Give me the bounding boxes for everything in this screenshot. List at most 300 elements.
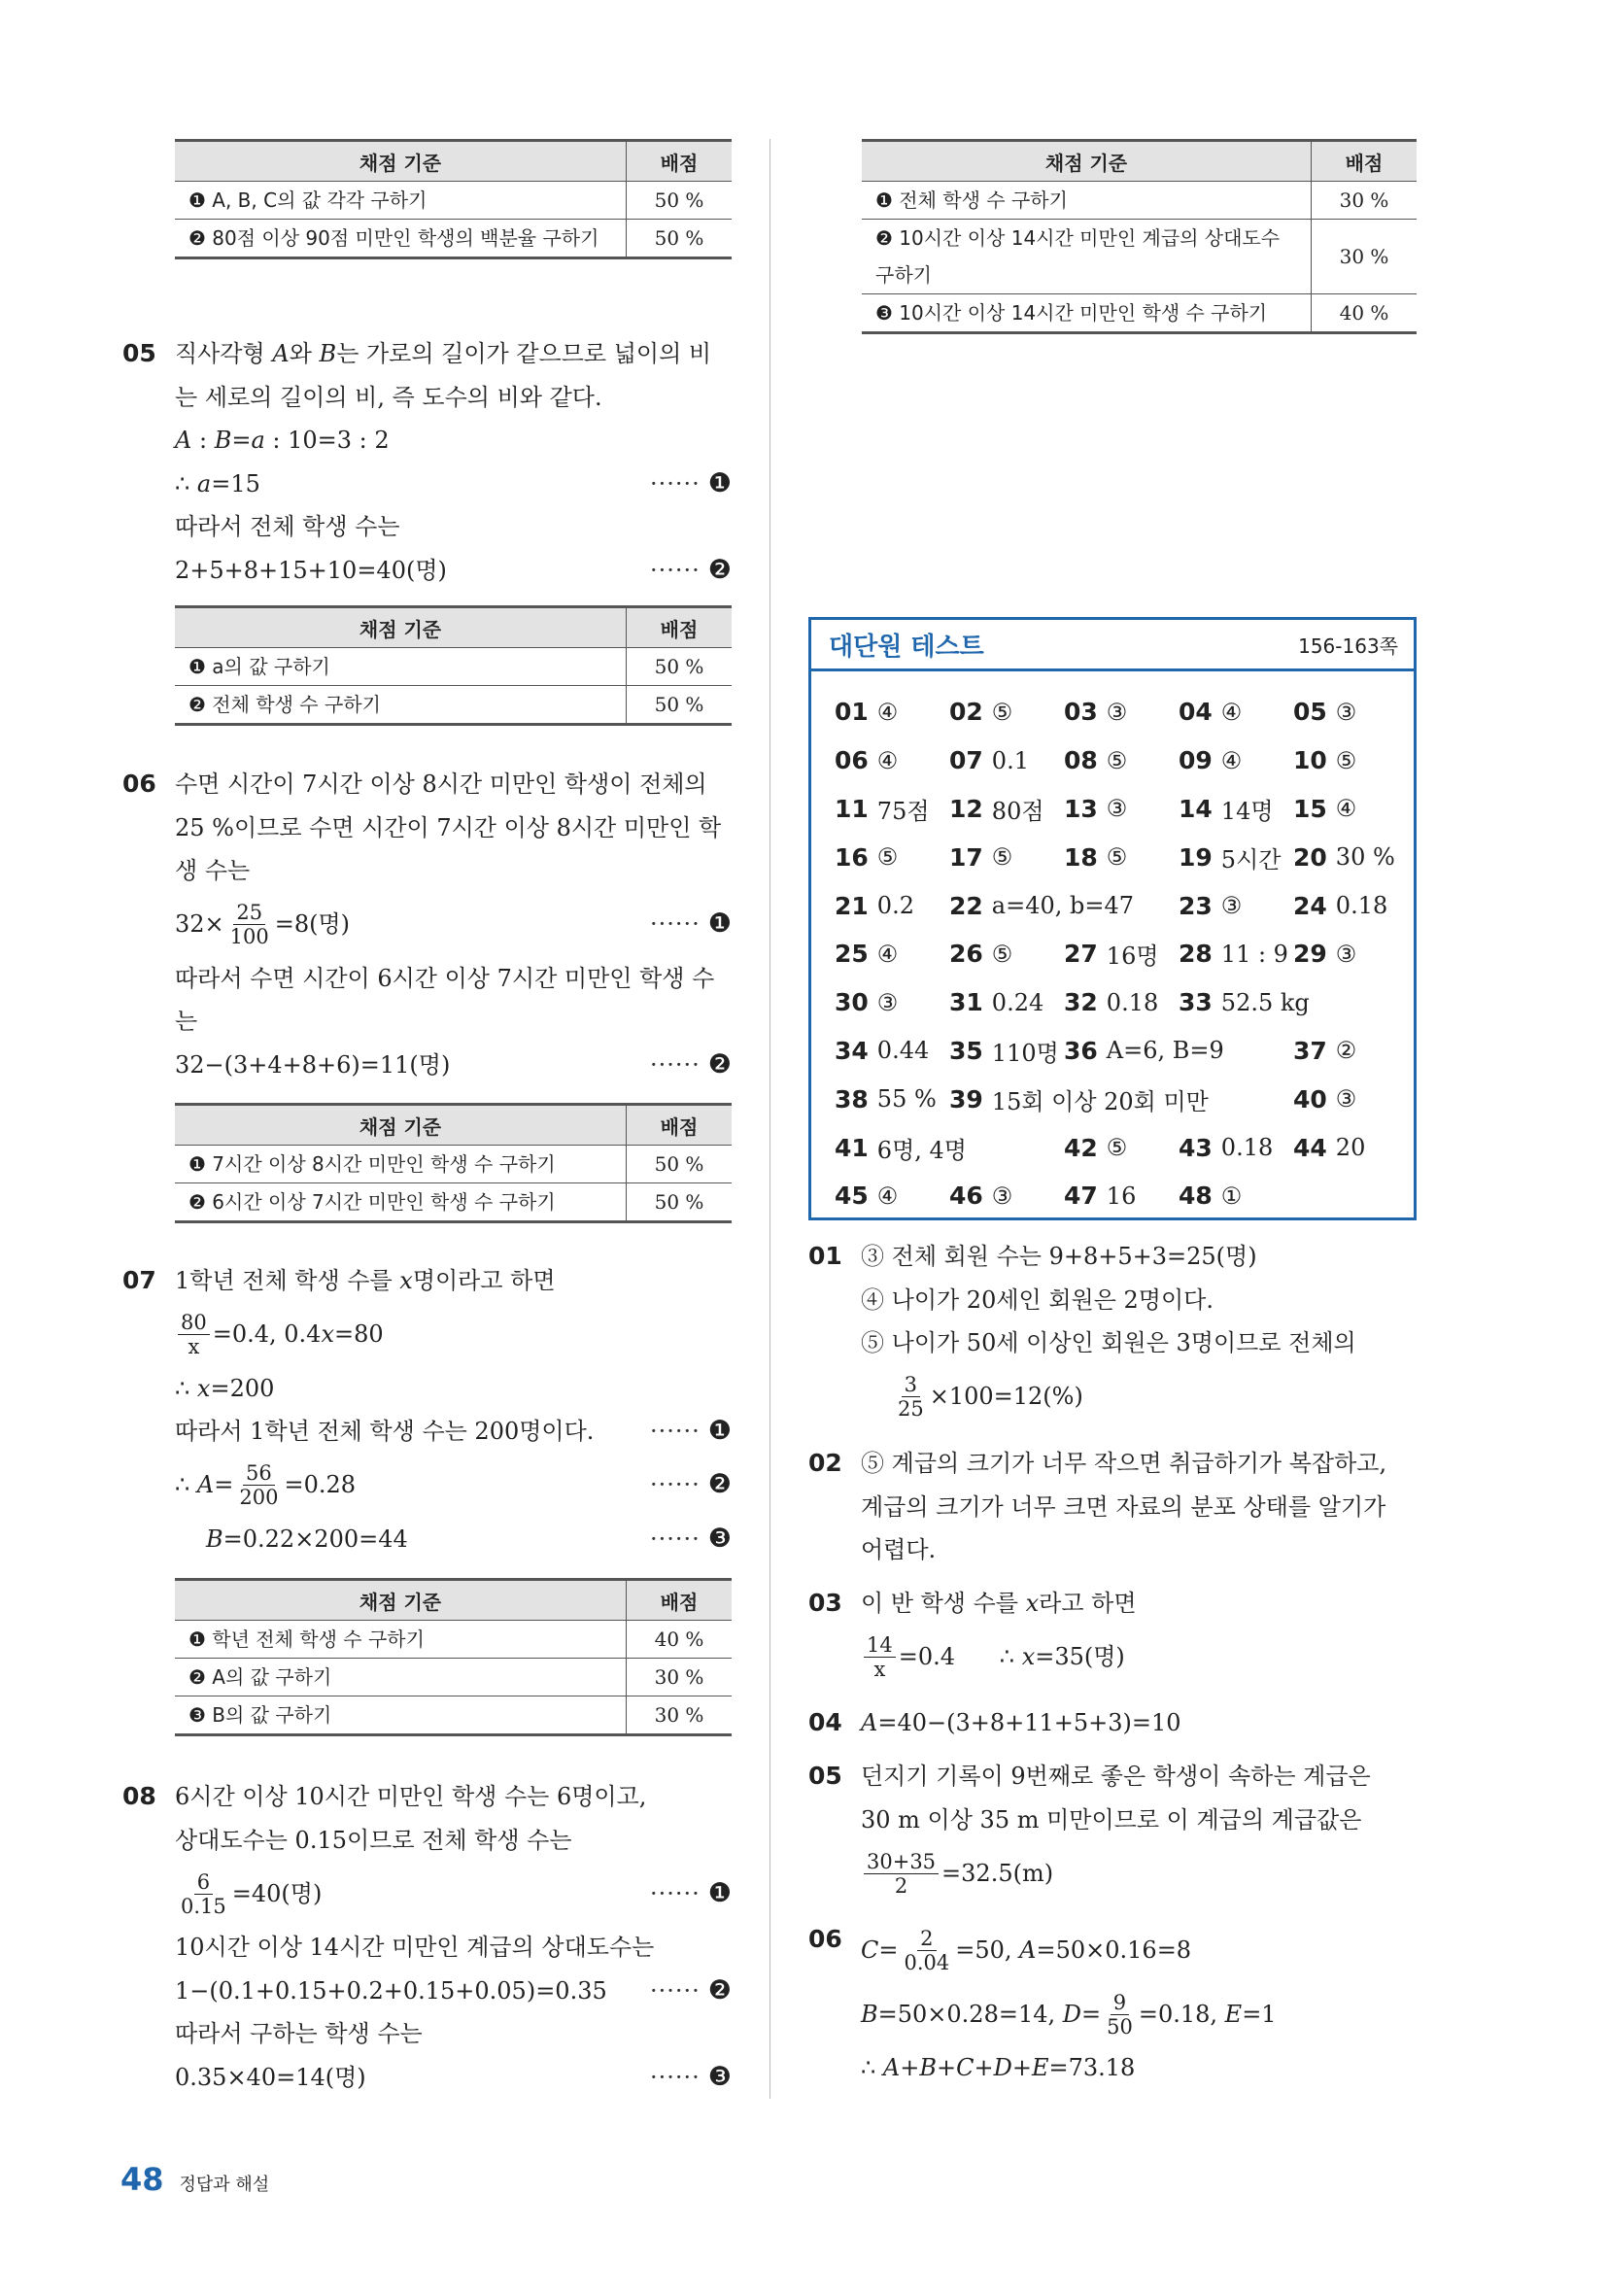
answer-item — [949, 833, 1064, 881]
question-number: 38 — [835, 1084, 869, 1114]
answer-item — [1064, 1172, 1179, 1220]
question-number: 12 — [949, 794, 983, 823]
table-row — [862, 294, 1417, 333]
score-cell: 50 % — [627, 220, 733, 258]
text-segment: 수면 시간이 7시간 이상 8시간 미만인 학생이 전체의 — [175, 771, 707, 798]
text-segment: : 10=3 : 2 — [264, 427, 390, 454]
solution-05 — [808, 1755, 1417, 1905]
criteria-header: 채점 기준 — [175, 607, 627, 648]
table-row — [862, 182, 1417, 220]
text-segment: =0.22×200=44 — [222, 1525, 408, 1553]
answer-item — [835, 1172, 949, 1220]
answer-value: ④ — [876, 698, 899, 726]
solution-line — [175, 1410, 732, 1454]
fraction — [236, 1461, 281, 1509]
question-number: 33 — [1179, 988, 1213, 1017]
score-cell: 30 % — [627, 1696, 733, 1735]
problem-number: 06 — [122, 770, 156, 798]
question-number: 44 — [1293, 1133, 1327, 1162]
text-segment: =15 — [211, 469, 260, 497]
solution-line — [175, 1259, 732, 1303]
answer-value: 110명 — [991, 1039, 1059, 1067]
answer-box — [808, 617, 1417, 1220]
solution-01 — [808, 1235, 1417, 1429]
fraction-numerator: 9 — [1111, 1991, 1129, 2015]
table-header-row — [175, 1105, 732, 1146]
criteria-cell: ❶ 7시간 이상 8시간 미만인 학생 수 구하기 — [175, 1146, 627, 1183]
leader-dots: ······ — [650, 2063, 701, 2091]
answer-value: 30 % — [1335, 843, 1395, 872]
text-segment: + — [900, 2054, 920, 2081]
text-segment: = — [878, 1936, 899, 1964]
math-variable: x — [1021, 1643, 1036, 1671]
answer-value: ④ — [1220, 746, 1243, 774]
fraction-denominator: 0.04 — [904, 1950, 950, 1974]
text-segment: 는 세로의 길이의 비, 즉 도수의 비와 같다. — [175, 383, 602, 411]
question-number: 10 — [1293, 746, 1327, 775]
step-number-icon: ❷ — [707, 1974, 732, 2005]
answer-item — [1293, 1123, 1408, 1172]
answer-item — [949, 737, 1064, 785]
answer-value: 20 — [1335, 1134, 1366, 1162]
answer-value: ⑤ — [1335, 746, 1357, 774]
text-segment: 32× — [175, 910, 224, 939]
criteria-cell: ❶ A, B, C의 값 각각 구하기 — [175, 182, 627, 220]
answer-value: ③ — [1335, 1085, 1357, 1114]
answer-value: ③ — [1335, 698, 1357, 726]
text-segment: + — [1011, 2054, 1032, 2081]
fraction-numerator: 56 — [243, 1461, 275, 1486]
text-segment: 어렵다. — [861, 1536, 937, 1563]
answer-item — [1293, 930, 1408, 978]
step-number-icon: ❷ — [707, 1048, 732, 1079]
fraction — [864, 1850, 939, 1898]
math-variable: B — [214, 427, 232, 454]
text-segment: 라고 하면 — [1039, 1590, 1137, 1617]
solution-line — [861, 1321, 1417, 1365]
solution-06 — [808, 1918, 1417, 2090]
answer-item — [949, 688, 1064, 737]
solution-line — [175, 849, 732, 893]
solution-line — [861, 1982, 1417, 2046]
answer-value: ⑤ — [1106, 1134, 1128, 1162]
solution-line — [175, 1862, 732, 1926]
text-segment: = — [1081, 2000, 1102, 2028]
answer-item — [1293, 881, 1408, 930]
criteria-cell: ❷ 10시간 이상 14시간 미만인 계급의 상대도수 구하기 — [862, 220, 1312, 294]
problem-number: 04 — [808, 1708, 842, 1736]
answer-value: 80점 — [991, 797, 1044, 825]
question-number: 35 — [949, 1036, 983, 1065]
solution-line — [861, 1799, 1417, 1842]
answer-value: ③ — [1106, 795, 1128, 823]
table-header-row — [862, 141, 1417, 182]
table-row — [175, 1183, 732, 1222]
math-variable: C — [861, 1936, 879, 1964]
text-segment: 따라서 1학년 전체 학생 수는 200명이다. — [175, 1418, 595, 1445]
problem-lines — [861, 1582, 1417, 1690]
solution-line — [175, 332, 732, 376]
question-number: 27 — [1064, 940, 1098, 969]
text-segment: 따라서 수면 시간이 6시간 이상 7시간 미만인 학생 수 — [175, 964, 715, 992]
answer-value: 14명 — [1220, 797, 1274, 825]
table-row — [175, 1659, 732, 1696]
answer-item — [1064, 1027, 1224, 1076]
text-segment: = — [214, 1471, 234, 1499]
answer-value: ③ — [876, 988, 899, 1016]
answer-item — [1064, 1123, 1179, 1172]
step-number-icon: ❶ — [707, 1877, 732, 1908]
math-variable: E — [1031, 2054, 1049, 2081]
problem-lines — [175, 1775, 732, 2099]
answer-item — [949, 881, 1179, 930]
text-segment: 따라서 전체 학생 수는 — [175, 513, 400, 540]
answer-item — [835, 785, 949, 834]
answer-value: ① — [1220, 1182, 1243, 1210]
problem-number: 08 — [122, 1782, 156, 1810]
solution-line — [175, 549, 732, 593]
score-cell: 50 % — [627, 686, 733, 725]
question-number: 01 — [835, 698, 869, 727]
problem-number: 01 — [808, 1242, 842, 1270]
text-segment: 6시간 이상 10시간 미만인 학생 수는 6명이고, — [175, 1783, 647, 1810]
fraction-denominator: x — [188, 1335, 200, 1358]
criteria-cell: ❷ 전체 학생 수 구하기 — [175, 686, 627, 725]
fraction-numerator: 6 — [194, 1870, 213, 1895]
criteria-header: 채점 기준 — [175, 1580, 627, 1621]
fraction-denominator: x — [873, 1658, 886, 1681]
text-segment: : — [191, 427, 215, 454]
answer-item — [835, 930, 949, 978]
problem-number: 03 — [808, 1589, 842, 1617]
table-header-row — [175, 141, 732, 182]
answer-item — [1064, 737, 1179, 785]
text-segment: 명이라고 하면 — [412, 1267, 556, 1294]
answer-item — [949, 1172, 1064, 1220]
math-variable: A — [882, 2054, 901, 2081]
question-number: 41 — [835, 1133, 869, 1162]
solution-line — [175, 1926, 732, 1970]
step-number-icon: ❷ — [707, 554, 732, 585]
scoring-table-07 — [175, 1578, 732, 1736]
solution-line — [175, 1454, 732, 1518]
score-cell: 50 % — [627, 1146, 733, 1183]
math-variable: x — [321, 1320, 334, 1349]
solution-line — [861, 1841, 1417, 1905]
score-cell: 40 % — [627, 1621, 733, 1659]
step-number-icon: ❸ — [707, 2061, 732, 2092]
text-segment: 1−(0.1+0.15+0.2+0.15+0.05)=0.35 — [175, 1976, 607, 2005]
table-row — [175, 686, 732, 725]
page-footer — [120, 2161, 269, 2198]
answer-item — [1179, 833, 1293, 881]
answer-grid — [835, 688, 1404, 1220]
text-segment: 따라서 구하는 학생 수는 — [175, 2020, 423, 2047]
answer-value: ② — [1335, 1037, 1357, 1065]
step-marker — [650, 2056, 732, 2100]
text-segment: ∴ — [175, 1471, 197, 1499]
answer-item — [1064, 930, 1179, 978]
math-variable: a — [251, 427, 265, 454]
step-number-icon: ❶ — [707, 467, 732, 498]
math-variable: x — [399, 1267, 413, 1294]
text-segment: =73.18 — [1048, 2054, 1136, 2081]
answer-item — [835, 833, 949, 881]
fraction-denominator: 50 — [1107, 2014, 1133, 2039]
math-variable: B — [319, 340, 337, 367]
text-segment: ⑤ 계급의 크기가 너무 작으면 취급하기가 복잡하고, — [861, 1450, 1387, 1477]
math-variable: B — [919, 2054, 937, 2081]
answer-value: 75점 — [876, 797, 930, 825]
text-segment: =50, — [955, 1936, 1020, 1964]
answer-value: ⑤ — [1106, 843, 1128, 872]
score-cell: 50 % — [627, 182, 733, 220]
math-variable: x — [1025, 1590, 1040, 1617]
text-segment: 생 수는 — [175, 857, 251, 884]
question-number: 31 — [949, 988, 983, 1017]
math-variable: A — [175, 427, 192, 454]
text-segment: =40−(3+8+11+5+3)=10 — [877, 1709, 1181, 1736]
fraction-denominator: 100 — [229, 925, 269, 948]
step-number-icon: ❷ — [707, 1469, 732, 1500]
solution-line — [175, 1367, 732, 1411]
question-number: 24 — [1293, 891, 1327, 920]
score-header: 배점 — [627, 1580, 733, 1621]
step-number-icon: ❸ — [707, 1523, 732, 1554]
question-number: 39 — [949, 1084, 983, 1114]
fraction-numerator: 25 — [233, 901, 265, 925]
answer-item — [1179, 1123, 1293, 1172]
answer-value: 0.18 — [1220, 1134, 1274, 1162]
math-variable: E — [1224, 2000, 1243, 2028]
text-segment: 는 가로의 길이가 같으므로 넓이의 비 — [336, 340, 712, 367]
text-segment: =8(명) — [274, 910, 351, 939]
answer-item — [1179, 881, 1293, 930]
answer-item — [835, 1027, 949, 1076]
question-number: 20 — [1293, 842, 1327, 872]
fraction — [895, 1373, 927, 1421]
answer-value: 0.24 — [991, 988, 1044, 1016]
fraction — [864, 1633, 896, 1681]
math-variable: B — [861, 2000, 878, 2028]
question-number: 30 — [835, 988, 869, 1017]
solution-line — [861, 1755, 1417, 1799]
fraction — [901, 1927, 952, 1974]
math-variable: a — [196, 469, 212, 497]
criteria-header: 채점 기준 — [862, 141, 1312, 182]
answer-value: 0.1 — [991, 746, 1029, 774]
answer-item — [1064, 688, 1179, 737]
answer-value: ⑤ — [876, 843, 899, 872]
question-number: 26 — [949, 940, 983, 969]
question-number: 08 — [1064, 746, 1098, 775]
solution-line — [861, 1626, 1417, 1690]
answer-item — [1179, 737, 1293, 785]
fraction — [1104, 1991, 1136, 2039]
table-row — [175, 182, 732, 220]
answer-item — [1064, 833, 1179, 881]
solution-line — [861, 1918, 1417, 1982]
answer-item — [1179, 688, 1293, 737]
score-header: 배점 — [627, 1105, 733, 1146]
leader-dots: ······ — [650, 1976, 701, 2005]
text-segment: ④ 나이가 20세인 회원은 2명이다. — [861, 1285, 1214, 1314]
problem-number: 07 — [122, 1266, 156, 1294]
question-number: 09 — [1179, 746, 1213, 775]
question-number: 47 — [1064, 1182, 1098, 1211]
question-number: 25 — [835, 940, 869, 969]
text-segment: 상대도수는 0.15이므로 전체 학생 수는 — [175, 1826, 572, 1854]
fraction-denominator: 200 — [239, 1486, 279, 1509]
table-row — [175, 1696, 732, 1735]
text-segment: 와 — [289, 340, 320, 367]
leader-dots: ······ — [650, 556, 701, 584]
leader-dots: ······ — [650, 469, 701, 497]
problem-lines — [861, 1701, 1417, 1745]
criteria-cell: ❸ 10시간 이상 14시간 미만인 학생 수 구하기 — [862, 294, 1312, 333]
text-segment: =80 — [333, 1320, 384, 1349]
answer-value: 15회 이상 20회 미만 — [991, 1087, 1209, 1115]
fraction — [178, 1311, 210, 1358]
answer-item — [1293, 1075, 1408, 1123]
solution-line — [175, 763, 732, 806]
text-segment: =50×0.28=14, — [877, 2000, 1063, 2028]
answer-box-title: 대단원 테스트 — [829, 632, 984, 662]
question-number: 05 — [1293, 698, 1327, 727]
solution-line — [175, 893, 732, 957]
answer-value: ⑤ — [1106, 746, 1128, 774]
text-segment: 직사각형 — [175, 340, 273, 367]
fraction — [178, 1870, 229, 1918]
problem-08 — [122, 1775, 732, 2099]
text-segment: =1 — [1242, 2000, 1277, 2028]
text-segment: =0.4 ∴ — [898, 1643, 1022, 1671]
math-variable: x — [196, 1374, 211, 1402]
answer-item — [1293, 688, 1408, 737]
step-marker — [650, 549, 732, 593]
step-marker — [650, 1518, 732, 1561]
question-number: 22 — [949, 891, 983, 920]
text-segment: 30 m 이상 35 m 미만이므로 이 계급의 계급값은 — [861, 1805, 1362, 1833]
problem-lines — [861, 1755, 1417, 1905]
text-segment: ∴ — [175, 1374, 197, 1402]
answer-value: ④ — [876, 746, 899, 774]
solution-line — [175, 419, 732, 463]
answer-value: ③ — [1335, 940, 1357, 968]
text-segment: 32−(3+4+8+6)=11(명) — [175, 1050, 451, 1079]
text-segment: =32.5(m) — [941, 1859, 1054, 1887]
question-number: 23 — [1179, 891, 1213, 920]
math-variable: B — [206, 1525, 223, 1553]
score-header: 배점 — [627, 141, 733, 182]
question-number: 28 — [1179, 940, 1213, 969]
question-number: 34 — [835, 1036, 869, 1065]
score-cell: 50 % — [627, 1183, 733, 1222]
problem-lines — [861, 1918, 1417, 2090]
text-segment: =50×0.16=8 — [1036, 1936, 1192, 1964]
criteria-cell: ❷ 6시간 이상 7시간 미만인 학생 수 구하기 — [175, 1183, 627, 1222]
criteria-header: 채점 기준 — [175, 141, 627, 182]
answer-value: ⑤ — [991, 698, 1013, 726]
question-number: 21 — [835, 891, 869, 920]
answer-item — [949, 1075, 1209, 1123]
answer-value: 6명, 4명 — [876, 1136, 967, 1164]
criteria-cell: ❷ 80점 이상 90점 미만인 학생의 백분율 구하기 — [175, 220, 627, 258]
answer-value: A=6, B=9 — [1106, 1037, 1224, 1065]
solution-line — [175, 1303, 732, 1367]
solution-line — [175, 806, 732, 850]
problem-lines — [175, 332, 732, 592]
answer-value: 5시간 — [1220, 845, 1282, 874]
table-row — [862, 220, 1417, 294]
column-divider — [769, 139, 770, 2099]
solution-line — [861, 1528, 1417, 1572]
question-number: 14 — [1179, 794, 1213, 823]
answer-value: ③ — [1220, 892, 1243, 920]
fraction-numerator: 30+35 — [864, 1850, 939, 1874]
answer-box-pages: 156-163쪽 — [1298, 634, 1398, 658]
answer-value: ③ — [991, 1182, 1013, 1210]
solution-line — [175, 2012, 732, 2056]
text-segment: =35(명) — [1035, 1643, 1125, 1671]
answer-value: 16 — [1106, 1182, 1137, 1210]
solution-line — [861, 1235, 1417, 1279]
fraction-denominator: 25 — [898, 1397, 924, 1421]
text-segment: 25 %이므로 수면 시간이 7시간 이상 8시간 미만인 학 — [175, 813, 722, 841]
answer-item — [1293, 737, 1408, 785]
answer-value: ④ — [876, 940, 899, 968]
score-header: 배점 — [627, 607, 733, 648]
step-number-icon: ❶ — [707, 1416, 732, 1446]
solution-line — [861, 2046, 1417, 2090]
question-number: 43 — [1179, 1133, 1213, 1162]
step-marker — [650, 463, 732, 506]
answer-value: 0.44 — [876, 1037, 930, 1065]
text-segment: + — [937, 2054, 957, 2081]
score-cell: 30 % — [1312, 220, 1418, 294]
math-variable: D — [993, 2054, 1012, 2081]
score-header: 배점 — [1312, 141, 1418, 182]
solution-line — [175, 1819, 732, 1863]
score-cell: 50 % — [627, 648, 733, 686]
question-number: 15 — [1293, 794, 1327, 823]
leader-dots: ······ — [650, 1471, 701, 1499]
answer-item — [1293, 833, 1408, 881]
problem-number: 05 — [122, 339, 156, 367]
text-segment: = — [231, 427, 252, 454]
answer-item — [1293, 785, 1408, 834]
question-number: 32 — [1064, 988, 1098, 1017]
problem-number: 05 — [808, 1762, 842, 1790]
solution-line — [175, 1970, 732, 2013]
question-number: 16 — [835, 842, 869, 872]
question-number: 07 — [949, 746, 983, 775]
answer-item — [835, 881, 949, 930]
question-number: 42 — [1064, 1133, 1098, 1162]
solution-line — [175, 376, 732, 420]
table-row — [175, 1621, 732, 1659]
text-segment: ∴ — [175, 469, 197, 497]
question-number: 18 — [1064, 842, 1098, 872]
solution-line — [175, 957, 732, 1001]
solution-line — [175, 1775, 732, 1819]
problem-lines — [861, 1442, 1417, 1572]
problem-07 — [122, 1259, 732, 1560]
text-segment: ∴ — [861, 2054, 883, 2081]
answer-item — [1179, 1172, 1293, 1220]
step-marker — [650, 893, 732, 957]
answer-item — [835, 737, 949, 785]
